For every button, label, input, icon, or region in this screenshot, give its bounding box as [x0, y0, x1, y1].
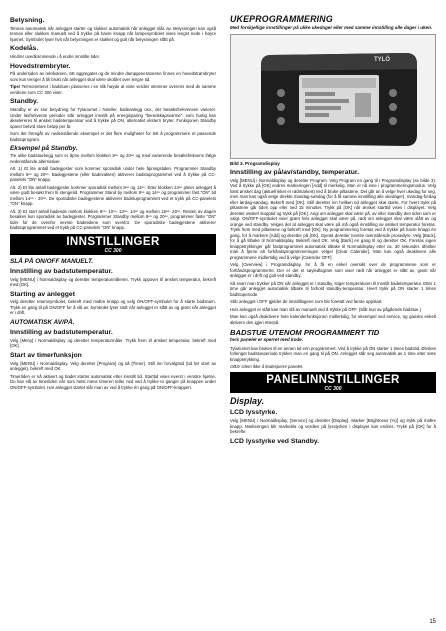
- eksempel-text-1: Tre ulike badstuebegg som er åpne mellom klokken 8ᵒᵒ og 20ᵒᵒ og med varierende besøksfrekvens ifølge nedenstående alternativer.: [10, 153, 216, 164]
- lcd-standby-heading: LCD lysstyrke ved Standby.: [230, 437, 320, 445]
- innstilling-badstutemperatur-2-text: Velg [Meny] i Normaldisplay og deretter temperaturmåler. Trykk frem til ønsket temperatur, bekreft med [OK].: [10, 337, 216, 349]
- figure-caption: Bild 3. Programdisplay: [230, 160, 280, 166]
- eksempel-text-3: Alt. 2) Et lite antall badegjester kommer sporadisk mellom 8ᵒᵒ og 14ᵒᵒ. Etter klokken 14ᵒᵒ pleier anlegget å være godt besøkt frem til stengetid. Programmer Stand by mellom 8ᵒᵒ og 14ᵒᵒ og programmer fast "ON" tid mellom 14ᵒᵒ - 20ᵒᵒ. De sporadiske badegjestene aktiverer badstuprogrammet ved et trykk på CC-panelets "ON" knapp.: [10, 184, 216, 207]
- sla-pa-heading: SLÅ PÅ ON/OFF MANUELT.: [10, 257, 94, 265]
- badstue-utenom-heading: BADSTUE UTENOM PROGRAMMERT TID: [230, 328, 380, 338]
- innstilling-pa-av-text-2: Velg [Overview] i Programdisplay, for å få en enkel oversikt over de programmene som er forhåndsprogrammerte. Der er det et søyledlagram som viser rødt når anlegget er slått av, grønt når anlegget er i drift og gult ved standby.: [230, 262, 436, 279]
- tips-paragraph: [10, 84, 216, 95]
- kodelas-heading: Kodelås.: [10, 45, 39, 53]
- innstilling-pa-av-text-1: Velg [MENU] i Normaldisplay og deretter Program. Velg Program en gang til i Programdisplay (se bilde 3). Ved å trykke på [OK] endres markeringen [Add] til merkelig. Man er nå inne i programmeringsmodus. Velg først ønsket dag (aktuell ikket er rødmarkert) ved å bruke piltastene. Det går an å velge hver ukedag for seg, men man kan også velge direkte mandag-søndag (for å få samme innstilling alle ukedager), mandag-fredag eller lørdag-søndag. Bekreft med [OK]. Still deretter inn hvilken tid anlegget skal starte. For hvert trykk på piltastene går tiden opp eller ned 15 minutter. Trykk på [OK] når ønsket starttid vises i displayet. Velg deretter ønsket stopptid og trykk på [OK]. Angi om anlegget skal være på, av eller standby den tiden som er valgt. ON/OFF-symbolet viser grønt hvis anlegget skal være på, rødt om anlegget skal være slått av og orange ved standby. Velges det at anlegget skal være på må også innstilling av ønsket temperatur foretas. Trykk frem med piltastene og bekreft med [OK]. Ny programmering foretas ved å trykke på havre knapp én gang, for å markere [Add] og deretter på [OK]. Gjenta deretter nevnte ovenstående prosedyre. Velg [Back], for å gå tilbake til Normaldisplay. Bekreft med OK. Velg [Back] en gang til og deretter OK. Foretas ingen knappetrykkinger går fastprogrammet automatisk tilbake til Normaldisplay etter ca. 30 sekunder. Ønsker man å fjerne alt forhåndsprogrammeringen velger [Clear Calender]. Man kan også deaktivere alle programmene midlertidig ved å velge [Calender OFF].: [230, 177, 436, 260]
- left-column: [10, 14, 216, 392]
- innstilling-pa-av-heading: Innstilling av på/av/standby, temperatur.: [230, 168, 360, 176]
- standby-text-1: Standby er av stor betydning for Tylariumet i hoteller, badeanlegg osv., der besøksfrekvensen varierer. Under lavfrekvente perioder står anlegget innstilt på energisparing "beredskapsvarme", som hurtig kan akselereres til ønsket badetemperatur ved å trykke på ON, alternativt ekstern bryter. Funksjonen Standby sparer betvrd store beløp per år.: [10, 107, 216, 129]
- right-column: [230, 14, 436, 446]
- panelinnstillinger-banner: [230, 372, 436, 393]
- ukeprogrammering-intro: Med forskjellige innstillinger på ulike ukedager eller med samme innstilling alle dager i uken.: [230, 25, 433, 30]
- innstillinger-banner: [10, 234, 216, 255]
- innstilling-pa-av-text-6: Man kan også deaktivere hele kalenderfunksjonen midlertidig, for eksempel ved service, og ganske enkelt aktivere den igjen etterpå.: [230, 314, 436, 325]
- obs-note: OBS! Glem ikke å kodesperre panelet.: [230, 364, 304, 370]
- panel-brand-logo: TYLÖ: [374, 56, 390, 63]
- ukeprogrammering-heading: UKEPROGRAMMERING: [230, 14, 333, 24]
- eksempel-heading: Eksempel på Standby.: [10, 145, 78, 153]
- belysning-heading: Belysning.: [10, 17, 45, 24]
- automatisk-heading: AUTOMATISK AV/PÅ.: [10, 318, 75, 326]
- innstilling-badstutemperatur-heading: Innstilling av badstutemperatur.: [10, 267, 113, 275]
- program-display-figure: [230, 34, 436, 159]
- eksempel-text-4: Alt. 3) Et stort antall badende mellom klokken 8ᵒᵒ- 10ᵒᵒ, 13ᵒᵒ- 14ᵒᵒ og mellom 18ᵒᵒ- 20ᵒᵒ. Resten av dagen besøkes kun sporadisk av badegjester. Programmer Standby mellom 8ᵒᵒ og 20ᵒᵒ, programmer faste "ON" tider for de ovenfor nevnte badetidene som ovenfor. De sporadiske badegjestene aktiverer badstuprogrammet ved et trykk på CC-panelets "ON" knapp.: [10, 208, 216, 231]
- timerfunksjon-heading: Start av timerfunksjon: [10, 351, 82, 359]
- hovedstrombryter-text: På undersiden av releboksen, SE aggregatet og de mindre dampgeneratorene finnes en hovedstrømbryter som kun trenger å bli brukt når anlegget skal være ukoblet over lengre tid.: [10, 71, 216, 82]
- standby-text-2: Som det fremgår av nedenstående eksempel er det flere muligheter for lett å programmere et passende badstuprogram.: [10, 131, 216, 142]
- panelinnstillinger-banner-title: PANELINNSTILLINGER: [266, 374, 400, 387]
- starting-text: Velg deretter returnsymbolet, bekreft med midtre knapp og velg ON/OFF-symbolet for å starte badstuen. Trykk en gang til på ON/OFF for å slå av. Symbolet lyser rødt når anlegget er slått av og grønt når anlegget er i drift.: [10, 299, 216, 316]
- panelinnstillinger-banner-subtitle: CC 300: [324, 386, 342, 393]
- kodelas-text: Hindrer uvedkommende i å endre innstilte tider.: [10, 54, 101, 60]
- innstilling-pa-av-text-4: Står anlegget i OFF gjelder de innstillingene som ble foretatt ved første oppstart.: [230, 299, 383, 305]
- standby-heading: Standby.: [10, 98, 39, 106]
- innstilling-pa-av-text-5: Hvis anlegget er slått kan man slå av manuelt ved å trykke på OFF. (Slår kun av pågående badstue.): [230, 306, 422, 312]
- tips-text: Termometeret i badstuen plasseres i en slik høyde at viste verdier stemmer overens med de samme verdiene som CC 300 viser.: [10, 84, 216, 95]
- innstilling-badstutemperatur-2-heading: Innstilling av badstutemperatur.: [10, 328, 113, 336]
- display-heading: Display.: [230, 396, 265, 407]
- timerfunksjon-text-2: Timerliden er nå aktivert og badet starter automatisk etter innstilt tid. Starttid vises everst i venstre hjørne. Du kan slå av timerliden når som helst mens timeren teller ned ved å trykke to ganger på knappen under ON/OFF-symbolet. Har anlegget startet slår man av ved å trykke én gang på ON/OFF-knappen.: [10, 373, 216, 390]
- hovedstrombryter-heading: Hovedstrømbryter.: [10, 62, 71, 70]
- badstue-utenom-text: Tylariumet kan brukes til en annen tid enn programmert. Ved å trykke på ON starter 1 times badstid. Ønskes forlenget badstueperiode trykker man en gang til på ON. Anlegget står seg automatisk av 1 time etter siste knappetrykking.: [230, 345, 436, 362]
- innstilling-pa-av-text-3: Så snart man trykker på ON når anlegget er i standby, stiger temperaturen til innstilt badetemperatur. Etter 1 time går anlegget automatisk tilbake til forhold standby-temperatur. Hvert trykk på ON starter 1 times badstuperiode.: [230, 280, 436, 297]
- belysning-text: Tennes automatisk når anlegget starter og slukker automatisk når anlegget slås av. Belysningen kan også tennes eller slukkes manuelt ved å trykke på havre knapp når lampesymbolet vises lengst nede i høyre hjørnet. Symbolet lyser hvit når belysningen er slukket og gult når belysningen slått på.: [10, 25, 216, 42]
- lcd-lysstyrke-heading: LCD lysstyrke.: [230, 409, 278, 417]
- innstillinger-banner-title: INNSTILLINGER: [66, 235, 160, 248]
- tips-label: Tips!: [10, 84, 21, 90]
- control-panel-illustration: [231, 35, 436, 159]
- badstue-utenom-intro: hvis panelet er sperret med kode.: [230, 337, 304, 343]
- eksempel-text-2: Alt. 1) Et lite antall badegjester som kommer sporadisk under hele åpningstiden. Programmer Standby mellom 8ᵒᵒ og 20ᵒᵒ. Badegjestene (eller badevakten) aktiverer badstuprogrammet ved å trykke på CC-panelets "ON" knapp.: [10, 166, 216, 183]
- page-number: 15: [429, 619, 436, 625]
- innstillinger-banner-subtitle: CC 300: [104, 247, 122, 254]
- lcd-lysstyrke-text: Velg [MENU] i Normaldisplay, [Service] og deretter [Display]. Marker [Brightness (%)] og trykk på midtre knapp. Markeringen blir markebla og verdien på lysstyrken i displayet kan endres. Trykk på [OK] for å bekrefte.: [230, 418, 436, 435]
- innstilling-badstutemperatur-text: Velg [MENU] i Normaldisplay og deretter temperaturmåleren. Trykk oppover til ønsket temperatur, bekreft med [OK].: [10, 276, 216, 288]
- starting-heading: Starting av anlegget: [10, 290, 75, 298]
- timerfunksjon-text-1: Velg [MENU] i Normaldisplay. Velg deretter [Program] og så [Timer]. Still inn forvalgstid (tid før start av anlegget), bekreft med OK.: [10, 360, 216, 372]
